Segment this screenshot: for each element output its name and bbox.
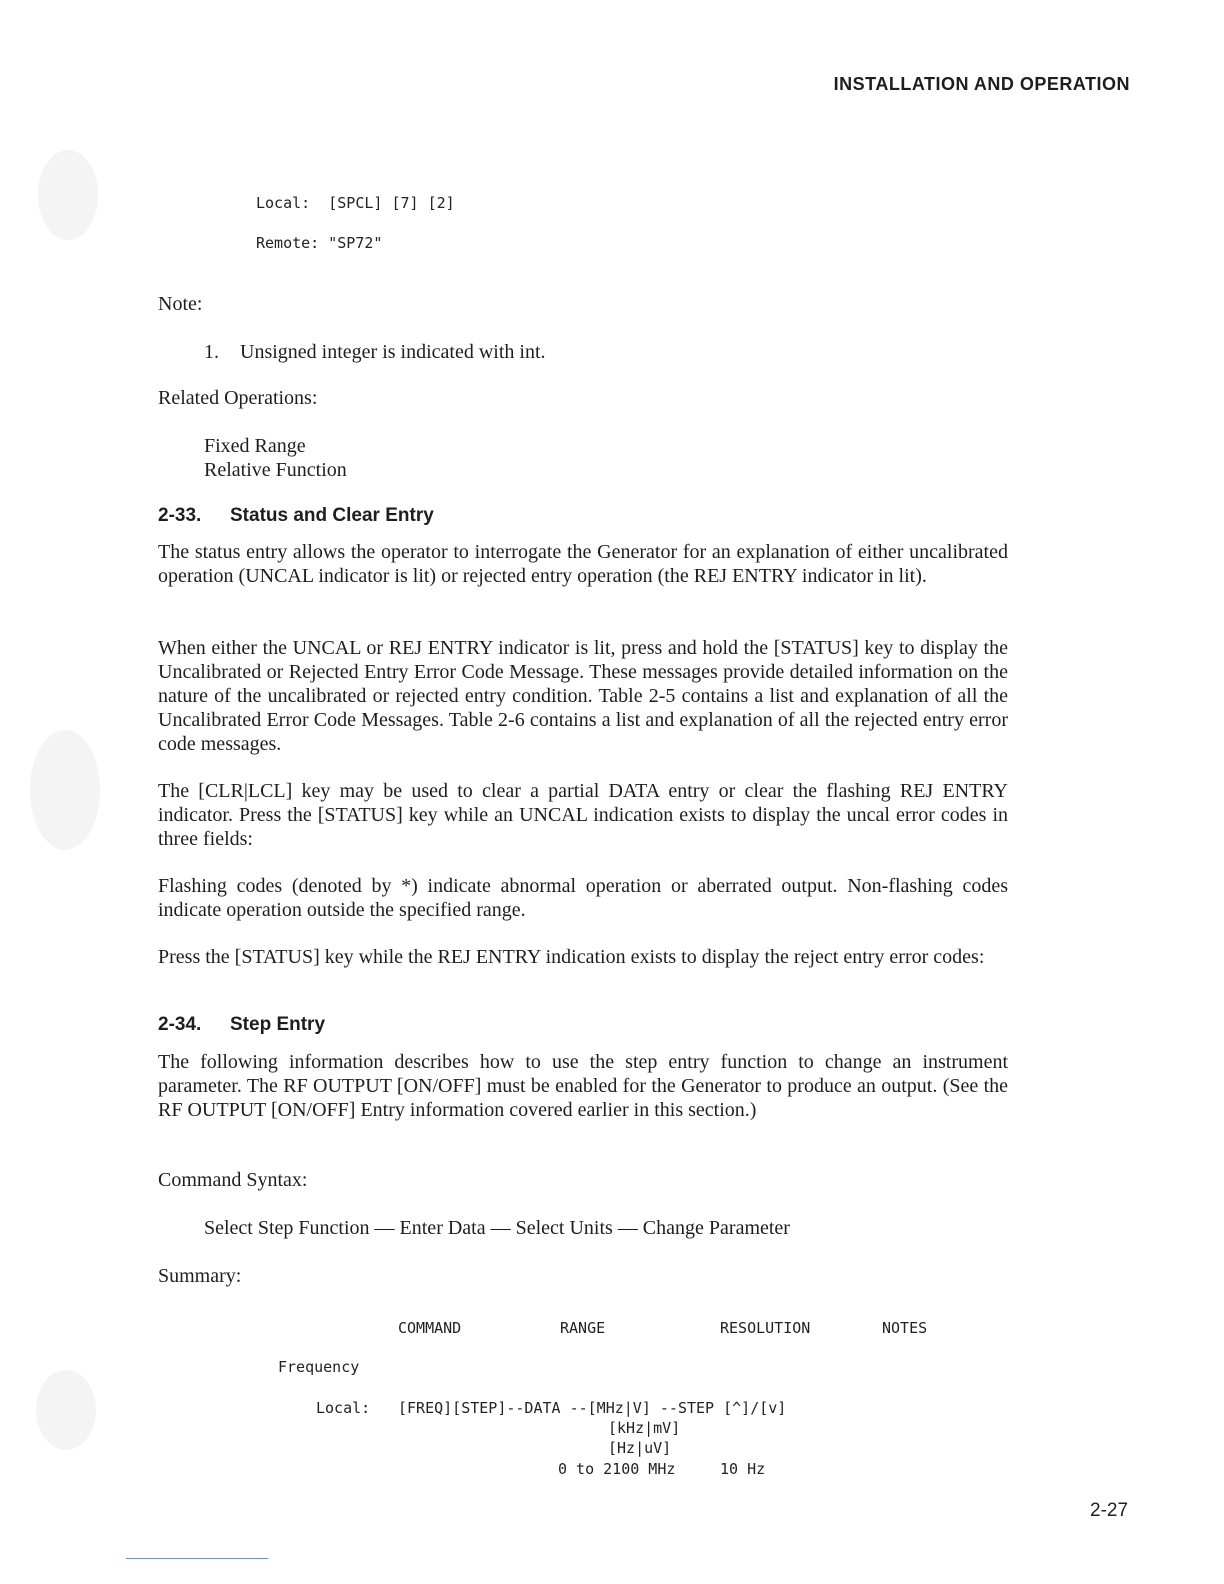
note-label: Note: [158,293,203,315]
note-item-number: 1. [204,341,219,363]
paragraph: Flashing codes (denoted by *) indicate abnormal operation or aberrated output. Non-flashing codes indicate operation outside the specified range. [158,875,1008,921]
table-range: 0 to 2100 MHz [558,1460,676,1478]
related-item: Fixed Range [204,435,306,457]
paragraph: The status entry allows the operator to interrogate the Generator for an explanation of either uncalibrated operation (UNCAL indicator is lit) or rejected entry operation (the REJ ENTRY indicator in lit). [158,541,1008,587]
table-units-3: [Hz|uV] [608,1439,672,1457]
section-number: 2-34. [158,1014,202,1035]
table-header-command: COMMAND [398,1319,462,1337]
related-label: Related Operations: [158,387,318,409]
remote-example: Remote: "SP72" [256,234,383,252]
section-title: Status and Clear Entry [230,505,434,526]
paragraph: When either the UNCAL or REJ ENTRY indicator is lit, press and hold the [STATUS] key to display the Uncalibrated or Rejected Entry Error Code Message. These messages provide detailed information on the nature of the uncalibrated or rejected entry condition. Table 2-5 contains a list and explanation of all the Uncalibrated Error Code Messages. Table 2-6 contains a list and explanation of all the rejected entry error code messages. [158,637,1008,755]
paragraph: The following information describes how to use the step entry function to change an instrument parameter. The RF OUTPUT [ON/OFF] must be enabled for the Generator to produce an output. (See the RF OUTPUT [ON/OFF] Entry information covered earlier in this section.) [158,1051,1008,1121]
syntax-label: Command Syntax: [158,1169,308,1191]
scan-smudge [38,150,98,240]
section-heading-2-33 [158,505,434,527]
table-header-range: RANGE [560,1319,606,1337]
scan-smudge [36,1370,96,1450]
table-header-resolution: RESOLUTION [720,1319,811,1337]
scan-smudge [30,730,100,850]
page-number: 2-27 [1090,1500,1129,1521]
note-item-text: Unsigned integer is indicated with int. [240,341,546,363]
table-header-notes: NOTES [882,1319,928,1337]
footer-rule [126,1558,268,1559]
paragraph: Press the [STATUS] key while the REJ ENTRY indication exists to display the reject entry error codes: [158,946,985,968]
section-heading-2-34 [158,1014,325,1036]
table-resolution: 10 Hz [720,1460,766,1478]
summary-label: Summary: [158,1265,242,1287]
section-number: 2-33. [158,505,202,526]
table-group-label: Frequency [278,1358,360,1376]
table-local-label: Local: [316,1399,371,1417]
paragraph: The [CLR|LCL] key may be used to clear a partial DATA entry or clear the flashing REJ ENTRY indicator. Press the [STATUS] key while an UNCAL indication exists to display the uncal error codes in three fields: [158,780,1008,850]
section-title: Step Entry [230,1014,326,1035]
table-units-2: [kHz|mV] [608,1419,681,1437]
page-header: INSTALLATION AND OPERATION [833,74,1130,94]
related-item: Relative Function [204,459,347,481]
syntax-text: Select Step Function — Enter Data — Select Units — Change Parameter [204,1217,790,1239]
table-command: [FREQ][STEP]--DATA --[MHz|V] --STEP [^]/[v] [398,1399,787,1417]
local-example: Local: [SPCL] [7] [2] [256,194,455,212]
